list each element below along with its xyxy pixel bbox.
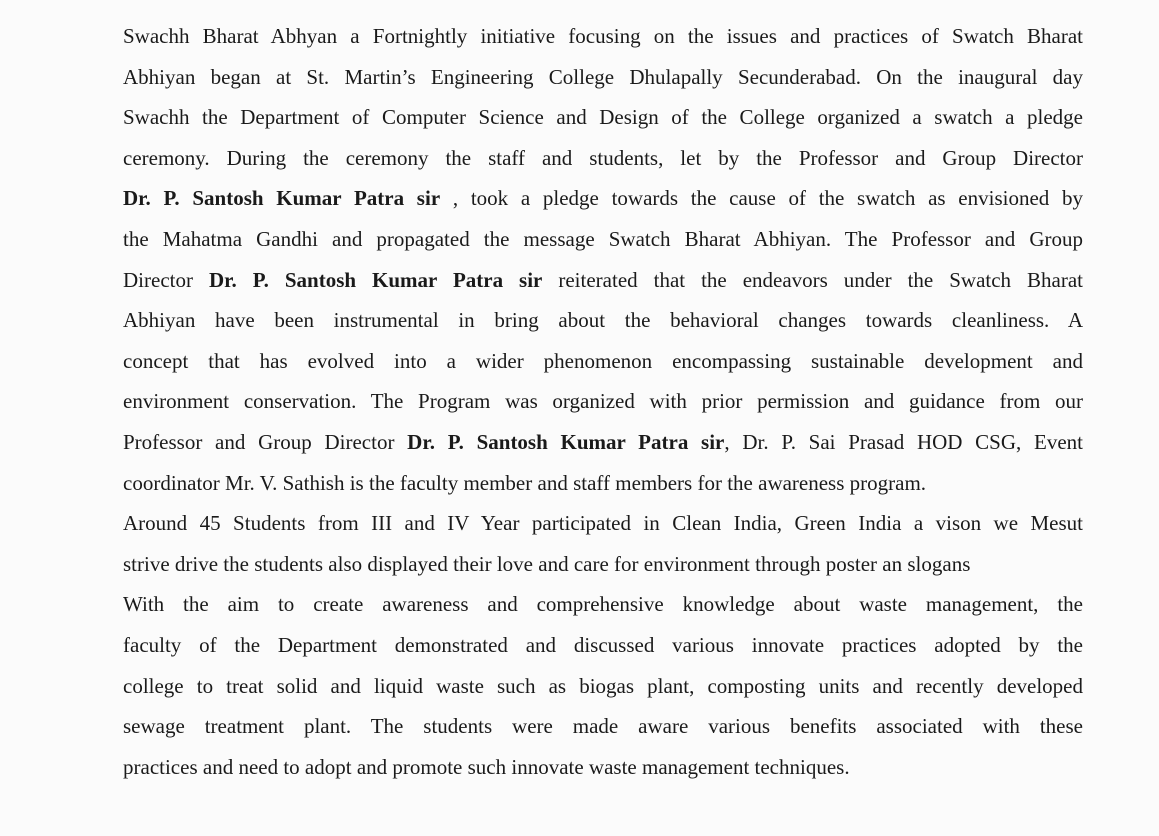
bold-name-text: Dr. P. Santosh Kumar Patra sir xyxy=(407,429,725,454)
text-line xyxy=(123,16,1083,57)
text-line xyxy=(123,260,1083,301)
text-line xyxy=(123,57,1083,98)
text-line xyxy=(123,300,1083,341)
body-text: Abhiyan have been instrumental in bring about the behavioral changes towards cleanliness. A xyxy=(123,308,1083,333)
text-line xyxy=(123,341,1083,382)
body-text: practices and need to adopt and promote such innovate waste management techniques. xyxy=(123,754,850,779)
text-line xyxy=(123,422,1083,463)
body-text: coordinator Mr. V. Sathish is the faculty member and staff members for the awareness program. xyxy=(123,470,927,495)
text-line xyxy=(123,138,1083,179)
body-text: environment conservation. The Program was organized with prior permission and guidance from our xyxy=(123,389,1083,414)
text-line xyxy=(123,219,1083,260)
body-text: concept that has evolved into a wider phenomenon encompassing sustainable development and xyxy=(123,348,1083,373)
body-text: Professor and Group Director xyxy=(123,429,408,454)
bold-name-text: Dr. P. Santosh Kumar Patra sir xyxy=(123,186,441,211)
body-text: , Dr. P. Sai Prasad HOD CSG, Event xyxy=(724,429,1083,454)
body-text: Swachh the Department of Computer Science and Design of the College organized a swatch a pledge xyxy=(123,105,1083,130)
body-text: the Mahatma Gandhi and propagated the message Swatch Bharat Abhiyan. The Professor and Group xyxy=(123,226,1083,251)
body-text: ceremony. During the ceremony the staff and students, let by the Professor and Group Director xyxy=(123,145,1083,170)
body-text: , took a pledge towards the cause of the swatch as envisioned by xyxy=(440,186,1083,211)
text-line xyxy=(123,584,1083,625)
text-line xyxy=(123,666,1083,707)
text-line xyxy=(123,625,1083,666)
body-text: Swachh Bharat Abhyan a Fortnightly initiative focusing on the issues and practices of Swatch Bharat xyxy=(123,24,1083,48)
body-text: Around 45 Students from III and IV Year participated in Clean India, Green India a vison we Mesut xyxy=(123,511,1083,536)
body-text: Abhiyan began at St. Martin’s Engineering College Dhulapally Secunderabad. On the inaugural day xyxy=(123,64,1083,89)
body-text: sewage treatment plant. The students were made aware various benefits associated with these xyxy=(123,714,1083,739)
text-line xyxy=(123,503,1083,544)
body-text: strive drive the students also displayed their love and care for environment through poster an slogans xyxy=(123,551,971,576)
text-line xyxy=(123,381,1083,422)
document-body xyxy=(123,16,1083,787)
body-text: Director xyxy=(123,267,209,292)
bold-name-text: Dr. P. Santosh Kumar Patra sir xyxy=(208,267,543,292)
body-text: With the aim to create awareness and comprehensive knowledge about waste management, the xyxy=(123,592,1083,617)
body-text: college to treat solid and liquid waste such as biogas plant, composting units and recently developed xyxy=(123,673,1083,698)
text-line xyxy=(123,178,1083,219)
paragraph-text xyxy=(123,16,1083,787)
body-text: reiterated that the endeavors under the Swatch Bharat xyxy=(542,267,1083,292)
text-line xyxy=(123,706,1083,747)
text-line xyxy=(123,97,1083,138)
body-text: faculty of the Department demonstrated and discussed various innovate practices adopted by the xyxy=(123,632,1083,657)
text-line xyxy=(123,544,1083,585)
text-line xyxy=(123,463,1083,504)
text-line xyxy=(123,747,1083,788)
